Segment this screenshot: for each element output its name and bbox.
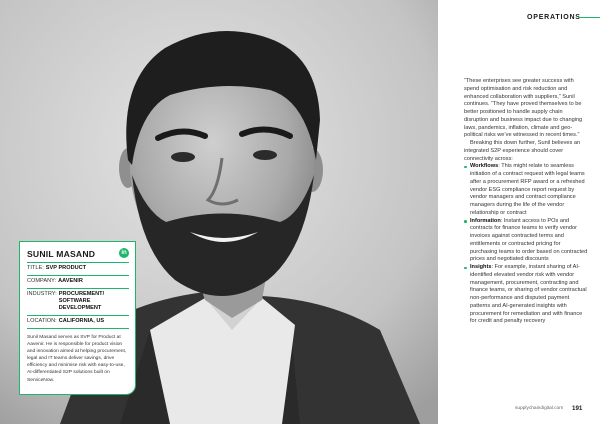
card-divider <box>27 288 129 289</box>
industry-label: INDUSTRY: <box>27 291 57 297</box>
bullet-text: : This might relate to seamless initiation of a contract request with legal teams after a procurement RFP award or a refreshed vendor ESG compliance report request by vendor managers and contract compliance managers during the life of the vendor relationship or contract <box>470 163 585 216</box>
location-row <box>27 317 129 326</box>
card-divider <box>27 315 129 316</box>
card-divider <box>27 262 129 263</box>
industry-row <box>27 290 129 313</box>
bullet-text: : Instant access to POs and contracts for finance teams to verify vendor invoices against contracted terms and entitlements or contracted pricing for purchasing teams to order based on contracted prices and negotiated discounts <box>470 217 588 263</box>
bullet-text: : For example, instant sharing of AI-identified elevated vendor risk with vendor management, procurement, contracting and finance teams, or sharing of vendor contractual non-performance and disputed payment patterns and AI-generated insights with procurement for remediation and with finance for credit and penalty recovery <box>470 264 587 325</box>
card-divider <box>27 328 129 329</box>
location-label: LOCATION: <box>27 318 57 324</box>
industry-value: PROCUREMENT/ SOFTWARE DEVELOPMENT <box>58 291 105 311</box>
profile-card <box>19 241 136 395</box>
card-divider <box>27 275 129 276</box>
bullet-workflows <box>464 163 588 217</box>
section-label: OPERATIONS <box>527 14 581 21</box>
article-body <box>464 78 588 326</box>
title-label: TITLE: <box>27 265 44 271</box>
article-quote: “These enterprises see greater success with spend optimisation and risk reduction and enhanced collaboration with suppliers,” Sunil continues. “They have proved themselves to be better positioned to handle supply chain disruption and business impact due to changing laws, pandemics, inflation, climate and geo-political risks we’ve witnessed in recent times.” <box>464 78 583 139</box>
article-intro: Breaking this down further, Sunil believes an integrated S2P experience should cover connectivity across: <box>464 140 581 162</box>
profile-bio: Sunil Masand serves as SVP for Product at Aavenir. He is responsible for product vision and innovation aimed at helping procurement, legal and IT teams deliver savings, drive efficiency and minimise risk with easy-to-use, AI-differentiated S2P solutions built on ServiceNow. <box>27 335 127 383</box>
footer-url[interactable]: supplychaindigital.com <box>515 406 564 411</box>
bullet-term: Information <box>470 217 501 224</box>
bullet-term: Workflows <box>470 163 499 170</box>
title-row <box>27 264 129 273</box>
location-value: CALIFORNIA, US <box>58 318 105 324</box>
linkedin-icon[interactable]: in <box>119 248 129 258</box>
page-number: 191 <box>572 404 583 412</box>
bullet-term: Insights <box>470 264 492 270</box>
bullet-information <box>464 218 588 265</box>
company-label: COMPANY: <box>27 278 57 284</box>
profile-name: SUNIL MASAND <box>27 249 96 259</box>
title-value: SVP PRODUCT <box>45 265 87 271</box>
company-row <box>27 277 129 286</box>
bullet-insights <box>464 264 588 326</box>
section-rule <box>578 17 600 18</box>
company-value: AAVENIR <box>58 278 83 284</box>
